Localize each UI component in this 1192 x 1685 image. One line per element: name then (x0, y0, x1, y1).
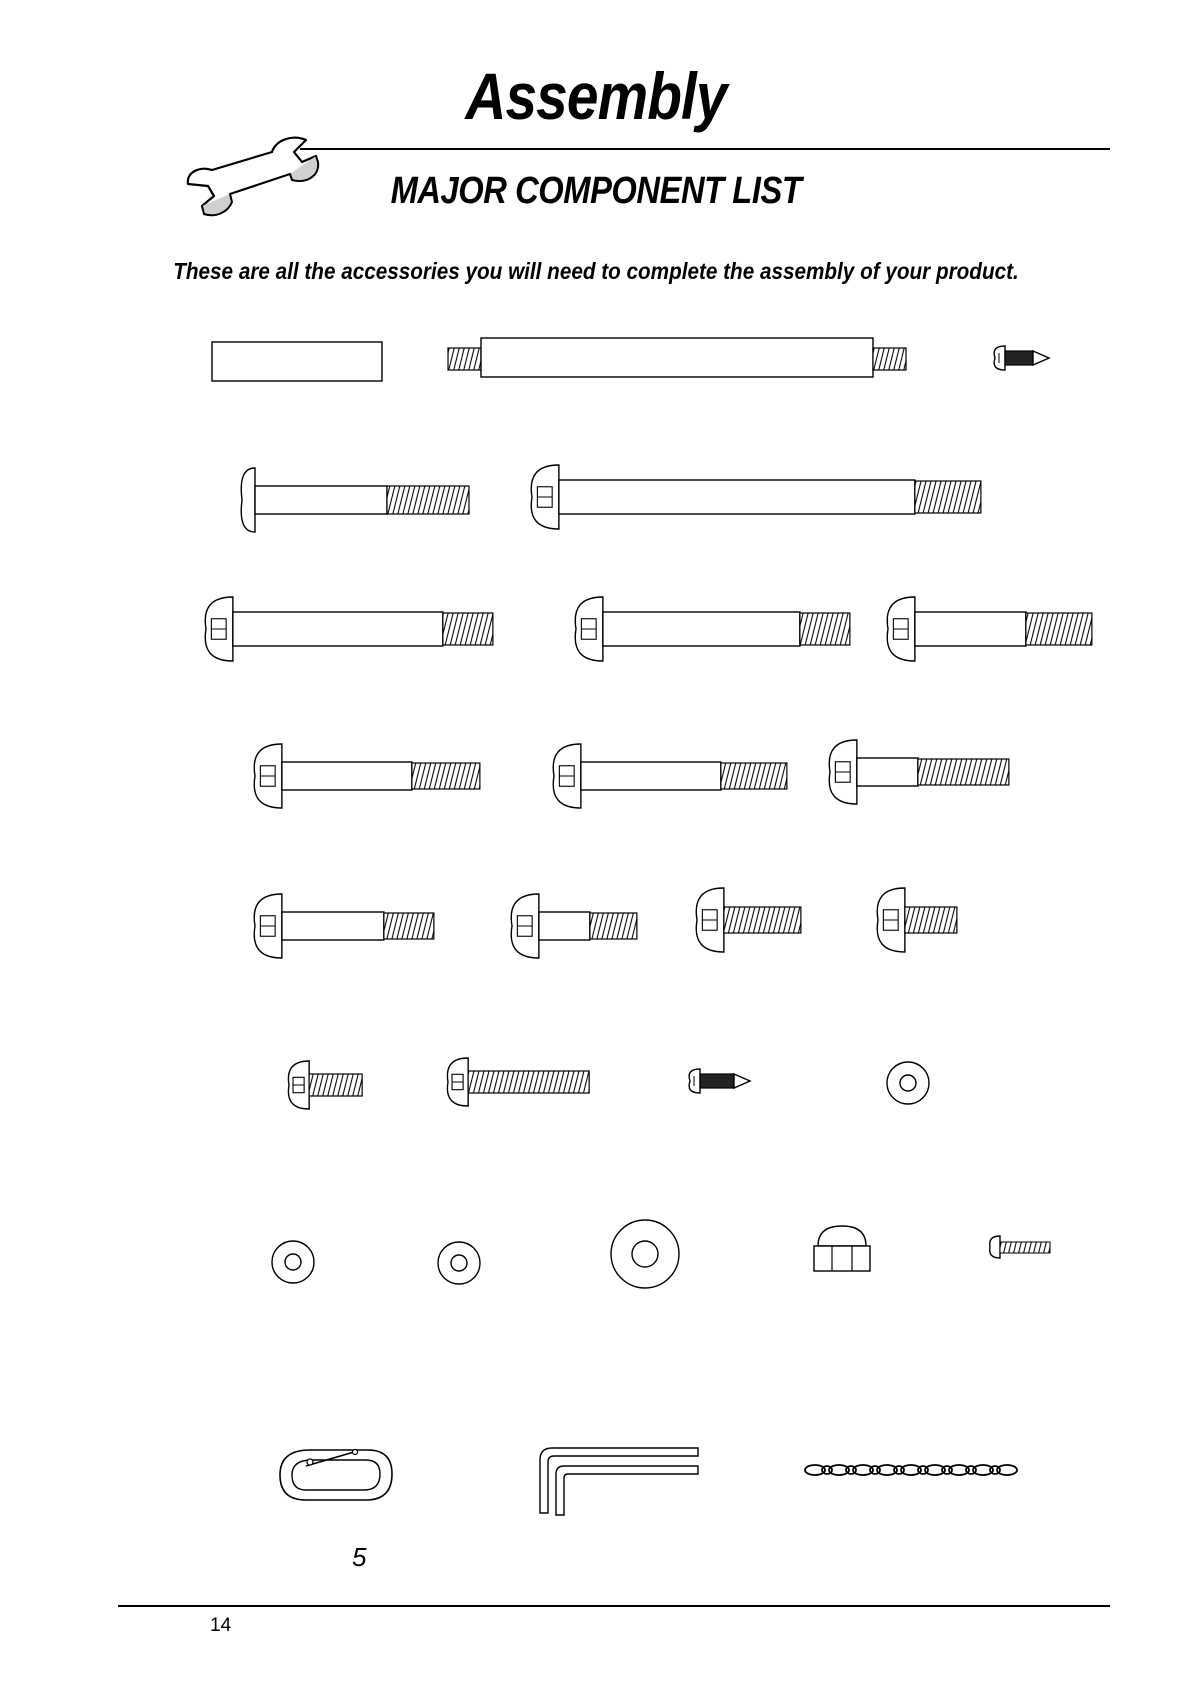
hex-bolt-short-6 (288, 1061, 362, 1109)
washer-small-1 (887, 1062, 929, 1104)
carriage-bolt (241, 468, 469, 532)
section-subtitle: MAJOR COMPONENT LIST (390, 170, 802, 212)
hex-bolt-short-5 (877, 888, 957, 952)
small-machine-screw (990, 1236, 1050, 1258)
hex-bolt-extra-long (531, 465, 981, 529)
intro-text: These are all the accessories you will need to complete the assembly of your product. (173, 258, 1019, 284)
nylon-lock-nut (814, 1226, 870, 1271)
hex-bolt-short-3 (511, 894, 637, 958)
self-tapping-screw-2 (689, 1069, 750, 1093)
fully-threaded-bolt (447, 1058, 589, 1106)
page-title: Assembly (465, 59, 727, 133)
allen-wrench-set (540, 1448, 698, 1515)
hex-bolt-medium-4 (553, 744, 787, 808)
hex-bolt-short-2 (254, 894, 434, 958)
chain (805, 1465, 1017, 1475)
washer-small-3 (438, 1242, 480, 1284)
spacer-tube (212, 342, 382, 381)
hex-bolt-long (205, 597, 493, 661)
hex-bolt-medium-1 (575, 597, 850, 661)
self-tapping-screw-1 (994, 346, 1049, 370)
hex-bolt-medium-2 (887, 597, 1092, 661)
washer-large (611, 1220, 679, 1288)
page-number: 14 (210, 1615, 232, 1636)
hex-bolt-short-4 (696, 888, 801, 952)
double-threaded-rod (448, 338, 906, 377)
carabiner-clip (280, 1450, 392, 1501)
footer-rule (118, 1605, 1110, 1607)
hex-bolt-medium-3 (254, 744, 480, 808)
stray-number: 5 (352, 1542, 367, 1572)
washer-small-2 (272, 1241, 314, 1283)
hex-bolt-short-1 (829, 740, 1009, 804)
